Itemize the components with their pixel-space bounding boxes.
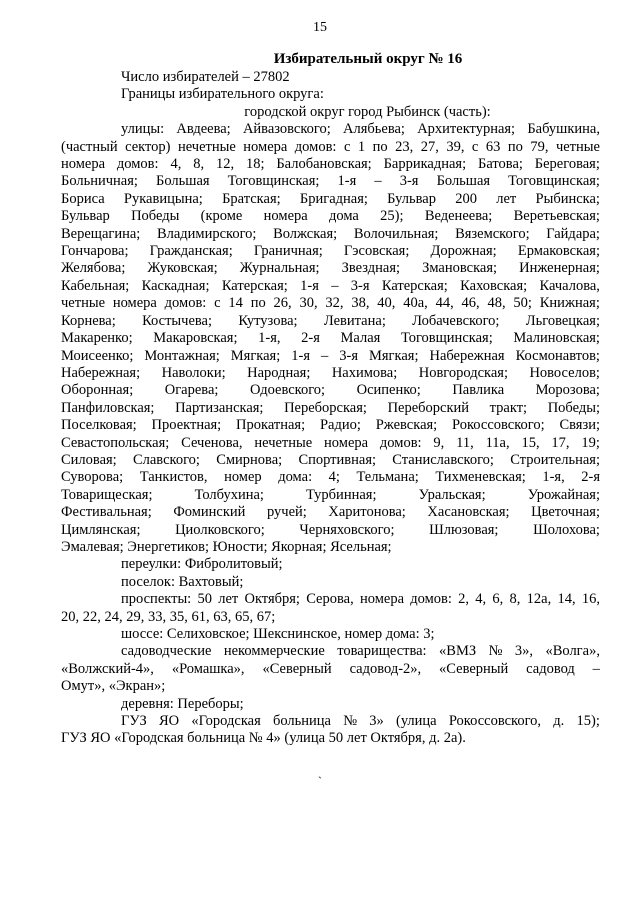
word: «Ромашка», <box>171 660 245 677</box>
word: 39, <box>446 138 465 155</box>
word: Цветочная; <box>531 504 600 521</box>
word: Черняховского; <box>299 521 395 538</box>
word: 2-я <box>581 469 600 486</box>
word: 19; <box>581 434 600 451</box>
word: домов: <box>294 138 337 155</box>
word: Айвазовского; <box>242 121 331 138</box>
word: Баррикадная; <box>383 156 467 173</box>
word: номера <box>359 591 404 608</box>
word: нечетные <box>177 138 236 155</box>
word: Ржевская; <box>375 417 438 434</box>
word: Силовая; <box>61 451 117 468</box>
word: – <box>331 277 339 294</box>
word: 3-я <box>339 347 358 364</box>
word: 2-я <box>301 330 320 347</box>
word: Большая <box>436 173 491 190</box>
word: – <box>374 173 382 190</box>
gardens-line-1 <box>61 643 600 660</box>
word: «Волжский-4», <box>61 660 154 677</box>
word: Тоговщинская; <box>227 173 320 190</box>
gardens-line-2 <box>61 661 600 678</box>
word: Партизанская; <box>175 399 264 416</box>
word: 18; <box>245 156 265 173</box>
word: Гэсовская; <box>343 243 410 260</box>
word: Набережная <box>429 347 505 364</box>
word: Авдеева; <box>176 121 231 138</box>
word: Одоевского; <box>249 382 326 399</box>
word: Желябова; <box>61 260 126 277</box>
word: Лобачевского; <box>412 312 500 329</box>
word: 4, <box>475 591 487 608</box>
word: Павлика <box>452 382 505 399</box>
word: ГУЗ <box>121 713 147 730</box>
word: нечетные <box>254 434 313 451</box>
word: (кроме <box>200 208 243 225</box>
word: номера <box>324 434 369 451</box>
word: домов: <box>116 156 159 173</box>
word: Звездная; <box>341 260 401 277</box>
word: Тоговщинская; <box>508 173 600 190</box>
village-line: деревня: Переборы; <box>121 695 244 712</box>
word: «Северный <box>262 660 332 677</box>
word: дома <box>329 208 359 225</box>
word: проспекты: <box>121 591 192 608</box>
word: Толбухина; <box>194 486 264 503</box>
streets-line <box>61 156 600 173</box>
word: Волжская; <box>273 225 338 242</box>
word: Алябьева; <box>343 121 405 138</box>
word: Тоговщинская; <box>400 330 493 347</box>
word: больница <box>272 713 331 730</box>
word: Балобановская; <box>276 156 372 173</box>
word: 38, <box>351 295 370 312</box>
hospital-line-1 <box>61 713 600 730</box>
settlement-line: поселок: Вахтовый; <box>121 573 244 590</box>
word: Катерская; <box>221 277 288 294</box>
word: Гражданская; <box>149 243 233 260</box>
word: Ермаковская; <box>517 243 600 260</box>
word: 9, <box>433 434 445 451</box>
word: Костычева; <box>142 312 213 329</box>
word: тракт; <box>489 399 528 416</box>
word: 2, <box>458 591 470 608</box>
word: 3» <box>369 713 384 730</box>
lanes-line: переулки: Фибролитовый; <box>121 556 283 573</box>
streets-line <box>61 400 600 417</box>
word: д. <box>553 713 565 730</box>
word: Больничная; <box>61 173 138 190</box>
word: Большая <box>156 173 210 190</box>
word: Монтажная; <box>144 347 220 364</box>
word: Морозова; <box>535 382 600 399</box>
word: Бульвар <box>61 208 110 225</box>
word: Народная; <box>247 364 311 381</box>
word: Наволоки; <box>161 364 226 381</box>
word: 12, <box>215 156 235 173</box>
word: 1-я, <box>542 469 565 486</box>
streets-line <box>61 121 600 138</box>
word: Урожайная; <box>527 486 600 503</box>
word: по <box>372 138 388 155</box>
word: Станиславского; <box>392 451 494 468</box>
word: с <box>471 138 479 155</box>
word: 14 <box>228 295 243 312</box>
word: некоммерческие <box>223 643 325 660</box>
word: Владимирского; <box>156 225 257 242</box>
word: дома: <box>278 469 313 486</box>
streets-line <box>61 487 600 504</box>
streets-line <box>61 260 600 277</box>
word: Набережная; <box>61 364 141 381</box>
word: 4, <box>170 156 182 173</box>
word: 30, <box>299 295 318 312</box>
word: Цимлянская; <box>61 521 141 538</box>
streets-line <box>61 469 600 486</box>
word: с <box>214 295 221 312</box>
word: улицы: <box>121 121 165 138</box>
word: 15); <box>576 713 600 730</box>
word: по <box>250 295 266 312</box>
word: Мягкая; <box>230 347 281 364</box>
word: Корнева; <box>61 312 116 329</box>
word: Победы; <box>547 399 600 416</box>
word: 40а, <box>403 295 428 312</box>
word: 3-я <box>350 277 370 294</box>
streets-line <box>61 452 600 469</box>
hospital-line-2: ГУЗ ЯО «Городская больница № 4» (улица 50 лет Октября, д. 2а). <box>61 730 466 747</box>
word: ручей; <box>267 504 307 521</box>
word: садоводческие <box>121 643 212 660</box>
word: 3-я <box>399 173 419 190</box>
word: 15, <box>521 434 540 451</box>
word: Переборская; <box>284 399 367 416</box>
word: 8, <box>509 591 521 608</box>
word: Волочильная; <box>353 225 439 242</box>
streets-paragraph <box>61 121 600 556</box>
word: 44, <box>435 295 454 312</box>
word: Рукавицына; <box>123 190 203 207</box>
word: Тельмана; <box>356 469 419 486</box>
word: 25); <box>380 208 404 225</box>
word: Качалова, <box>539 277 600 294</box>
streets-line <box>61 278 600 295</box>
word: 6, <box>492 591 504 608</box>
word: Новоселов; <box>529 364 600 381</box>
streets-line <box>61 330 600 347</box>
word: Смирнова; <box>216 451 283 468</box>
word: домов: <box>410 591 452 608</box>
word: 79, <box>530 138 549 155</box>
word: 46, <box>461 295 480 312</box>
word: Бульвар <box>387 190 436 207</box>
word: Поселковая; <box>61 417 137 434</box>
streets-line <box>61 226 600 243</box>
word: Товарищеская; <box>61 486 153 503</box>
word: Змановская; <box>422 260 498 277</box>
streets-line <box>61 208 600 225</box>
word: Верещагина; <box>61 225 141 242</box>
word: Береговая; <box>534 156 600 173</box>
streets-line <box>61 173 600 190</box>
word: Веретьевская; <box>513 208 600 225</box>
word: Прокатная; <box>236 417 306 434</box>
word: Севастопольская; <box>61 434 170 451</box>
word: Рокоссовского, <box>448 713 542 730</box>
word: Мягкая; <box>369 347 419 364</box>
word: Хасановская; <box>427 504 510 521</box>
word: 50; <box>513 295 532 312</box>
document-body <box>61 69 600 748</box>
hospitals-paragraph <box>61 713 600 748</box>
word: Шолохова; <box>533 521 600 538</box>
word: номер <box>224 469 262 486</box>
word: «ВМЗ <box>439 643 477 660</box>
word: 50 <box>197 591 212 608</box>
word: номера <box>112 295 157 312</box>
word: Спортивная; <box>298 451 377 468</box>
word: № <box>488 643 503 660</box>
word: Победы <box>131 208 180 225</box>
word: Кутузова; <box>238 312 298 329</box>
word: Кабельная; <box>61 277 130 294</box>
prospects-line-1 <box>61 591 600 608</box>
word: 3», <box>514 643 534 660</box>
word: Гончарова; <box>61 243 129 260</box>
word: № <box>343 713 358 730</box>
word: Льговецкая; <box>525 312 600 329</box>
prospects-line-2: 20, 22, 24, 29, 33, 35, 61, 63, 65, 67; <box>61 608 276 625</box>
word: «Городская <box>191 713 261 730</box>
word: Каховская; <box>460 277 528 294</box>
word: 32, <box>325 295 344 312</box>
word: Макаренко; <box>61 330 133 347</box>
word: Фестивальная; <box>61 504 152 521</box>
word: домов: <box>379 434 422 451</box>
word: Тихменевская; <box>435 469 526 486</box>
word: Вяземского; <box>455 225 530 242</box>
word: 17, <box>551 434 570 451</box>
streets-line <box>61 243 600 260</box>
word: (частный <box>61 138 118 155</box>
word: Танкистов, <box>139 469 208 486</box>
word: Бабушкина, <box>527 121 600 138</box>
word: Батова; <box>478 156 523 173</box>
word: Фоминский <box>173 504 246 521</box>
word: Осипенко; <box>356 382 421 399</box>
word: Панфиловская; <box>61 399 155 416</box>
word: 26, <box>273 295 292 312</box>
prospects-paragraph <box>61 591 600 626</box>
page-number: 15 <box>313 20 327 35</box>
word: четные <box>61 295 106 312</box>
word: Каскадная; <box>141 277 210 294</box>
word: Суворова; <box>61 469 124 486</box>
boundaries-heading: Границы избирательного округа: <box>121 86 324 103</box>
word: номера <box>243 138 288 155</box>
word: Циолковского; <box>175 521 265 538</box>
streets-line <box>61 417 600 434</box>
word: Бригадная; <box>299 190 368 207</box>
word: номера <box>61 156 106 173</box>
word: 1-я <box>291 347 310 364</box>
stray-mark: ˎ <box>318 765 322 779</box>
streets-line: Эмалевая; Энергетиков; Юности; Якорная; Ясельная; <box>61 538 392 555</box>
word: 1-я, <box>258 330 281 347</box>
streets-line <box>61 139 600 156</box>
word: Уральская; <box>418 486 486 503</box>
word: 40, <box>377 295 396 312</box>
word: Строительная; <box>510 451 600 468</box>
streets-line <box>61 504 600 521</box>
word: Рокоссовского; <box>452 417 545 434</box>
word: «Волга», <box>545 643 600 660</box>
streets-line <box>61 295 600 312</box>
word: Нахимова; <box>331 364 398 381</box>
word: Радио; <box>319 417 361 434</box>
gardens-line-3: Омут», «Экран»; <box>61 678 166 695</box>
word: Оборонная; <box>61 382 134 399</box>
city-district: городской округ город Рыбинск (часть): <box>244 103 491 120</box>
word: Братская; <box>222 190 281 207</box>
word: 48, <box>487 295 506 312</box>
word: ЯО <box>158 713 180 730</box>
word: Связи; <box>559 417 600 434</box>
gardens-paragraph <box>61 643 600 695</box>
word: Харитонова; <box>328 504 406 521</box>
streets-line <box>61 435 600 452</box>
word: (улица <box>395 713 437 730</box>
word: 1-я <box>300 277 319 294</box>
streets-line <box>61 313 600 330</box>
word: по <box>507 138 523 155</box>
word: Макаровская; <box>153 330 238 347</box>
word: Огарева; <box>164 382 219 399</box>
word: Граничная; <box>253 243 323 260</box>
voters-count: Число избирателей – 27802 <box>121 69 290 85</box>
word: Бориса <box>61 190 105 207</box>
word: Левитана; <box>323 312 386 329</box>
word: Моисеенко; <box>61 347 134 364</box>
word: Проектная; <box>151 417 222 434</box>
word: Книжная; <box>539 295 600 312</box>
word: домов: <box>164 295 207 312</box>
word: Космонавтов; <box>515 347 600 364</box>
streets-line <box>61 191 600 208</box>
word: Гайдара; <box>546 225 600 242</box>
word: Сеченова, <box>181 434 243 451</box>
word: 11а, <box>485 434 510 451</box>
word: сектор) <box>125 138 171 155</box>
word: Турбинная; <box>306 486 377 503</box>
word: 16, <box>581 591 600 608</box>
word: 23, <box>395 138 414 155</box>
word: 14, <box>557 591 576 608</box>
word: 63 <box>485 138 501 155</box>
word: Шлюзовая; <box>429 521 499 538</box>
word: Инженерная; <box>519 260 600 277</box>
word: Дорожная; <box>430 243 497 260</box>
word: 4; <box>328 469 340 486</box>
word: Журнальная; <box>239 260 320 277</box>
word: – <box>321 347 329 364</box>
word: товарищества: <box>337 643 427 660</box>
word: садовод-2», <box>349 660 422 677</box>
word: лет <box>218 591 239 608</box>
district-title: Избирательный округ № 16 <box>273 51 463 67</box>
word: 11, <box>456 434 474 451</box>
streets-line <box>61 365 600 382</box>
word: 200 <box>455 190 477 207</box>
word: Переборский <box>387 399 470 416</box>
word: 1 <box>357 138 366 155</box>
word: Рыбинска; <box>535 190 600 207</box>
word: Серова, <box>306 591 354 608</box>
word: с <box>343 138 351 155</box>
word: 1-я <box>337 173 357 190</box>
word: Малиновская; <box>513 330 600 347</box>
streets-line <box>61 522 600 539</box>
word: – <box>592 660 600 677</box>
word: четные <box>555 138 600 155</box>
word: 27, <box>420 138 439 155</box>
word: Веденеева; <box>424 208 493 225</box>
word: 12а, <box>526 591 552 608</box>
streets-line <box>61 348 600 365</box>
streets-line <box>61 382 600 399</box>
word: Жуковская; <box>147 260 218 277</box>
word: садовод <box>526 660 575 677</box>
word: Архитектурная; <box>417 121 516 138</box>
word: номера <box>263 208 308 225</box>
word: Малая <box>340 330 381 347</box>
word: «Северный <box>439 660 509 677</box>
word: Славского; <box>132 451 200 468</box>
highways-line: шоссе: Селиховское; Шекснинское, номер дома: 3; <box>121 626 435 642</box>
word: Новгородская; <box>418 364 508 381</box>
word: Октября; <box>244 591 300 608</box>
word: лет <box>496 190 517 207</box>
word: 8, <box>193 156 205 173</box>
word: Катерская; <box>381 277 448 294</box>
